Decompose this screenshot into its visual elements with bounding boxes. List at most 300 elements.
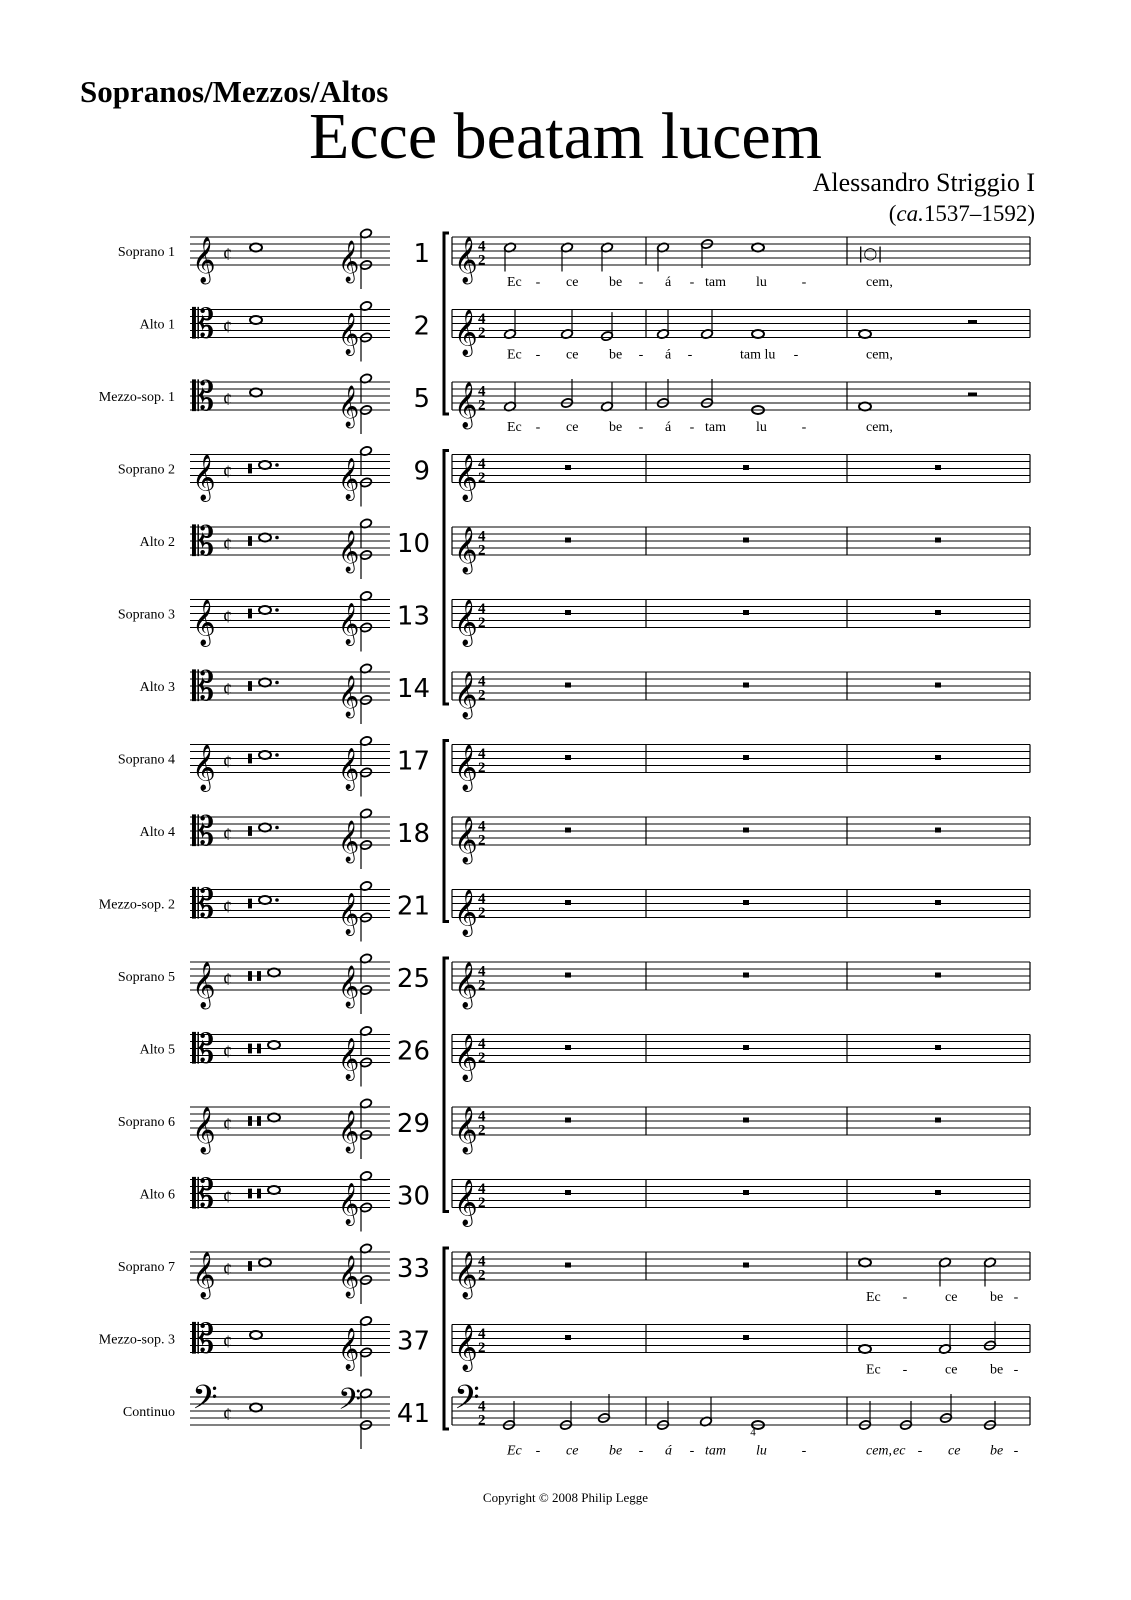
treble-clef-icon: 𝄞 — [338, 1038, 360, 1080]
system-bracket — [444, 233, 449, 414]
whole-note — [259, 534, 271, 542]
system-bracket — [444, 958, 449, 1212]
alto-clef-icon: 𝄡 — [192, 1316, 215, 1363]
whole-rest — [565, 465, 571, 470]
time-sig-top: 4 — [478, 673, 486, 690]
lyric-syllable: tam lu — [740, 347, 776, 363]
treble-clef-icon: 𝄞 — [338, 1183, 360, 1225]
time-sig-bottom: 2 — [478, 904, 486, 921]
whole-rest — [935, 1118, 941, 1123]
alto-clef-icon: 𝄡 — [192, 519, 215, 565]
time-sig-bottom: 2 — [478, 832, 486, 849]
part-row — [118, 1098, 1030, 1159]
common-time-icon: ¢ — [223, 1114, 232, 1135]
treble-clef-icon: 𝄞 — [192, 599, 216, 646]
part-name: Alto 5 — [139, 1042, 175, 1058]
lyric-syllable: - — [1013, 1362, 1019, 1378]
breve-rest — [257, 971, 261, 981]
part-name: Soprano 1 — [117, 245, 175, 260]
whole-rest — [743, 828, 749, 833]
common-time-icon: ¢ — [223, 534, 232, 555]
whole-rest — [935, 1045, 941, 1050]
part-name: Soprano 4 — [117, 752, 175, 768]
part-name: Mezzo-sop. 2 — [98, 897, 175, 913]
common-time-icon: ¢ — [223, 244, 232, 265]
whole-rest — [565, 828, 571, 833]
time-sig-bottom: 2 — [478, 1194, 486, 1211]
lyric-syllable: - — [689, 1443, 695, 1459]
treble-clef-icon: 𝄞 — [454, 962, 478, 1008]
lyric-syllable: be — [609, 1443, 623, 1459]
whole-rest — [565, 1118, 571, 1123]
treble-clef-icon: 𝄞 — [454, 1324, 478, 1371]
bass-clef-icon: 𝄢 — [454, 1379, 480, 1426]
part-name: Alto 2 — [139, 535, 175, 550]
whole-note — [859, 1259, 871, 1267]
lyric-syllable: á — [665, 275, 672, 290]
voice-number: 17 — [396, 746, 430, 777]
whole-rest — [743, 1263, 749, 1268]
whole-rest — [565, 1190, 571, 1195]
part-row — [118, 736, 1030, 797]
part-row — [118, 591, 1030, 652]
time-sig-top: 4 — [478, 455, 486, 472]
whole-note — [268, 1186, 280, 1194]
treble-clef-icon: 𝄞 — [454, 744, 478, 791]
whole-note — [259, 751, 271, 759]
common-time-icon: ¢ — [223, 679, 232, 700]
time-sig-top: 4 — [478, 1253, 486, 1270]
composer-dates: (ca.1537–1592) — [888, 201, 1035, 226]
alto-clef-icon: 𝄡 — [192, 374, 215, 420]
lyric-syllable: - — [535, 1443, 541, 1459]
whole-note — [268, 1114, 280, 1122]
breve-rest — [248, 681, 252, 691]
whole-rest — [935, 828, 941, 833]
figured-bass: 4 — [750, 1426, 756, 1439]
lyric-syllable: be — [609, 347, 623, 363]
whole-rest — [935, 900, 941, 905]
whole-note — [259, 824, 271, 832]
time-sig-top: 4 — [478, 383, 486, 400]
common-time-icon: ¢ — [223, 1331, 232, 1352]
lyric-syllable: - — [793, 347, 799, 363]
time-sig-top: 4 — [478, 1180, 486, 1197]
alto-clef-icon: 𝄡 — [192, 664, 215, 710]
lyric-syllable: - — [801, 1443, 807, 1459]
voice-number: 25 — [396, 964, 430, 995]
time-sig-bottom: 2 — [478, 252, 486, 269]
whole-rest — [935, 755, 941, 760]
whole-rest — [743, 610, 749, 615]
part-name: Alto 3 — [139, 680, 175, 695]
common-time-icon: ¢ — [223, 316, 232, 337]
lyric-syllable: Ec — [507, 1443, 522, 1459]
part-row — [118, 446, 1030, 507]
part-name: Soprano 5 — [117, 970, 175, 985]
whole-rest — [565, 1045, 571, 1050]
voice-number: 29 — [396, 1109, 430, 1140]
whole-rest — [743, 755, 749, 760]
voice-number: 21 — [396, 891, 430, 922]
dot — [275, 536, 279, 540]
lyric-syllable: - — [902, 1362, 908, 1378]
part-row — [140, 518, 1030, 579]
breve-rest — [248, 536, 252, 546]
lyric-syllable: ce — [948, 1443, 961, 1459]
common-time-icon: ¢ — [223, 969, 232, 990]
whole-note — [268, 1041, 280, 1049]
voice-number: 13 — [396, 601, 430, 632]
dot — [275, 463, 279, 467]
dot — [275, 826, 279, 830]
treble-clef-icon: 𝄞 — [338, 966, 360, 1007]
whole-note — [250, 389, 262, 397]
part-row — [118, 1243, 1030, 1305]
system-bracket — [444, 741, 449, 922]
time-sig-bottom: 2 — [478, 324, 486, 341]
lyric-syllable: - — [801, 275, 807, 290]
voice-number: 5 — [413, 384, 430, 415]
part-name: Soprano 6 — [117, 1115, 175, 1130]
lyric-syllable: - — [917, 1443, 923, 1459]
lyric-syllable: be — [990, 1362, 1004, 1378]
part-name: Soprano 3 — [117, 607, 175, 623]
treble-clef-icon: 𝄞 — [454, 237, 478, 283]
lyric-syllable: Ec — [507, 420, 522, 435]
treble-clef-icon: 𝄞 — [454, 1252, 478, 1298]
lyric-syllable: - — [902, 1290, 908, 1305]
time-sig-top: 4 — [478, 600, 486, 617]
treble-clef-icon: 𝄞 — [338, 531, 360, 572]
time-sig-bottom: 2 — [478, 1267, 486, 1284]
whole-rest — [565, 538, 571, 543]
lyric-syllable: lu — [756, 420, 767, 435]
part-row — [118, 228, 1030, 290]
treble-clef-icon: 𝄞 — [192, 744, 216, 791]
whole-rest — [935, 610, 941, 615]
part-row — [123, 1379, 1030, 1458]
lyric-syllable: be — [990, 1290, 1004, 1305]
lyric-syllable: Ec — [507, 347, 522, 363]
alto-clef-icon: 𝄡 — [192, 1026, 215, 1073]
treble-clef-icon: 𝄞 — [192, 237, 216, 283]
whole-rest — [565, 1263, 571, 1268]
voice-number: 2 — [413, 311, 430, 342]
treble-clef-icon: 𝄞 — [454, 382, 478, 428]
whole-rest — [935, 973, 941, 978]
treble-clef-icon: 𝄞 — [454, 1107, 478, 1153]
lyric-syllable: - — [535, 347, 541, 363]
whole-note — [259, 679, 271, 687]
lyric-syllable: be — [990, 1443, 1004, 1459]
treble-clef-icon: 𝄞 — [454, 599, 478, 646]
voice-number: 33 — [396, 1254, 430, 1285]
treble-clef-icon: 𝄞 — [338, 1111, 360, 1152]
part-name: Mezzo-sop. 3 — [98, 1332, 175, 1348]
lyric-syllable: - — [801, 420, 807, 435]
breve-rest — [257, 1116, 261, 1126]
breve-rest — [248, 1116, 252, 1126]
breve-rest — [248, 971, 252, 981]
part-name: Alto 6 — [139, 1187, 175, 1203]
treble-clef-icon: 𝄞 — [192, 1107, 216, 1153]
voice-number: 14 — [396, 674, 430, 705]
breve-rest — [248, 754, 252, 764]
voice-number: 9 — [413, 456, 430, 487]
time-sig-top: 4 — [478, 745, 486, 762]
lyric-syllable: be — [609, 275, 623, 290]
lyric-syllable: cem, — [866, 1443, 893, 1459]
lyric-syllable: Ec — [866, 1362, 881, 1378]
part-name: Soprano 7 — [117, 1260, 175, 1275]
dot — [275, 681, 279, 685]
whole-rest — [935, 1190, 941, 1195]
dot — [275, 608, 279, 612]
part-row — [140, 301, 1030, 363]
treble-clef-icon: 𝄞 — [454, 889, 478, 936]
time-sig-bottom: 2 — [478, 1122, 486, 1139]
half-rest — [968, 320, 977, 324]
lyric-syllable: be — [609, 420, 623, 435]
common-time-icon: ¢ — [223, 461, 232, 482]
whole-rest — [743, 1190, 749, 1195]
time-sig-bottom: 2 — [478, 759, 486, 776]
lyric-syllable: cem, — [866, 347, 893, 363]
whole-rest — [743, 465, 749, 470]
treble-clef-icon: 𝄞 — [338, 603, 360, 645]
time-sig-top: 4 — [478, 1108, 486, 1125]
lyric-syllable: á — [665, 1443, 672, 1459]
time-sig-top: 4 — [478, 528, 486, 545]
whole-note — [859, 403, 871, 411]
treble-clef-icon: 𝄞 — [454, 1034, 478, 1081]
time-sig-bottom: 2 — [478, 542, 486, 559]
common-time-icon: ¢ — [223, 389, 232, 410]
whole-note — [250, 1331, 262, 1339]
part-name: Soprano 2 — [117, 462, 175, 478]
part-name: Alto 4 — [139, 825, 175, 840]
common-time-icon: ¢ — [223, 1186, 232, 1207]
part-row — [140, 663, 1030, 724]
whole-note — [259, 1259, 271, 1267]
dot — [275, 898, 279, 902]
lyric-syllable: ce — [566, 420, 579, 435]
voice-number: 10 — [396, 529, 430, 560]
alto-clef-icon: 𝄡 — [192, 301, 215, 348]
time-sig-bottom: 2 — [478, 469, 486, 486]
part-row — [140, 1171, 1030, 1232]
breve-rest — [257, 1189, 261, 1199]
breve-rest — [248, 826, 252, 836]
whole-note — [859, 330, 871, 338]
whole-rest — [743, 973, 749, 978]
whole-rest — [565, 610, 571, 615]
lyric-syllable: - — [638, 420, 644, 435]
whole-rest — [565, 973, 571, 978]
breve-rest — [248, 899, 252, 909]
voice-number: 18 — [396, 819, 430, 850]
time-sig-top: 4 — [478, 1035, 486, 1052]
treble-clef-icon: 𝄞 — [338, 1328, 360, 1370]
lyric-syllable: tam — [705, 420, 726, 435]
composer: Alessandro Striggio I — [812, 168, 1035, 197]
treble-clef-icon: 𝄞 — [192, 1252, 216, 1298]
whole-note — [859, 1345, 871, 1353]
whole-note — [250, 316, 262, 324]
lyric-syllable: - — [687, 347, 693, 363]
lyric-syllable: cem, — [866, 275, 893, 290]
breve-rest — [257, 1044, 261, 1054]
treble-clef-icon: 𝄞 — [454, 672, 478, 718]
part-row — [99, 881, 1030, 942]
treble-clef-icon: 𝄞 — [338, 893, 360, 935]
time-sig-top: 4 — [478, 1398, 486, 1415]
lyric-syllable: ce — [945, 1290, 958, 1305]
lyric-syllable: - — [638, 347, 644, 363]
whole-note — [259, 461, 271, 469]
whole-rest — [935, 683, 941, 688]
lyric-syllable: - — [535, 420, 541, 435]
treble-clef-icon: 𝄞 — [454, 527, 478, 573]
common-time-icon: ¢ — [223, 606, 232, 627]
alto-clef-icon: 𝄡 — [192, 1171, 215, 1218]
treble-clef-icon: 𝄞 — [192, 962, 216, 1008]
breve-rest — [248, 464, 252, 474]
system-bracket — [444, 451, 449, 705]
whole-note — [268, 969, 280, 977]
voice-number: 26 — [396, 1036, 430, 1067]
part-row — [99, 1316, 1030, 1378]
treble-clef-icon: 𝄞 — [338, 241, 360, 282]
lyric-syllable: ce — [945, 1362, 958, 1378]
common-time-icon: ¢ — [223, 1259, 232, 1280]
whole-note — [259, 896, 271, 904]
time-sig-bottom: 2 — [478, 614, 486, 631]
part-row — [140, 1026, 1030, 1087]
section-title: Sopranos/Mezzos/Altos — [80, 74, 389, 109]
whole-rest — [743, 1335, 749, 1340]
lyric-syllable: lu — [756, 275, 767, 290]
whole-note — [752, 330, 764, 338]
lyric-syllable: ce — [566, 1443, 579, 1459]
lyric-syllable: - — [1013, 1443, 1019, 1459]
common-time-icon: ¢ — [223, 751, 232, 772]
common-time-icon: ¢ — [223, 824, 232, 845]
bass-clef-icon: 𝄢 — [192, 1379, 218, 1426]
whole-rest — [565, 900, 571, 905]
whole-note — [250, 244, 262, 252]
lyric-syllable: á — [665, 347, 672, 363]
lyric-syllable: cem, — [866, 420, 893, 435]
whole-rest — [565, 1335, 571, 1340]
voice-number: 1 — [413, 239, 430, 270]
lyric-syllable: - — [1013, 1290, 1019, 1305]
voice-number: 41 — [396, 1399, 430, 1430]
time-sig-bottom: 2 — [478, 1412, 486, 1429]
lyric-syllable: á — [665, 420, 672, 435]
common-time-icon: ¢ — [223, 896, 232, 917]
time-sig-top: 4 — [478, 890, 486, 907]
common-time-icon: ¢ — [223, 1041, 232, 1062]
treble-clef-icon: 𝄞 — [338, 458, 360, 500]
treble-clef-icon: 𝄞 — [338, 821, 360, 862]
lyric-syllable: - — [535, 275, 541, 290]
breve-rest — [248, 1044, 252, 1054]
breve-rest — [248, 609, 252, 619]
part-row — [99, 373, 1030, 435]
page-title: Ecce beatam lucem — [308, 100, 822, 173]
lyric-syllable: ce — [566, 275, 579, 290]
whole-note — [250, 1404, 262, 1412]
part-name: Mezzo-sop. 1 — [98, 390, 175, 405]
lyric-syllable: tam — [705, 1443, 726, 1459]
time-sig-bottom: 2 — [478, 1339, 486, 1356]
time-sig-top: 4 — [478, 1325, 486, 1342]
system-bracket — [444, 1248, 449, 1429]
breve-note: |○| — [858, 243, 883, 263]
time-sig-top: 4 — [478, 818, 486, 835]
treble-clef-icon: 𝄞 — [454, 309, 478, 356]
lyric-syllable: - — [689, 275, 695, 290]
time-sig-bottom: 2 — [478, 687, 486, 704]
whole-rest — [743, 538, 749, 543]
treble-clef-icon: 𝄞 — [454, 817, 478, 863]
bass-clef-icon: 𝄢 — [338, 1383, 362, 1425]
common-time-icon: ¢ — [223, 1404, 232, 1425]
treble-clef-icon: 𝄞 — [338, 313, 360, 355]
voice-number: 30 — [396, 1181, 430, 1212]
whole-rest — [743, 1045, 749, 1050]
copyright: Copyright © 2008 Philip Legge — [482, 1490, 649, 1505]
treble-clef-icon: 𝄞 — [338, 386, 360, 427]
time-sig-top: 4 — [478, 310, 486, 327]
lyric-syllable: - — [638, 1443, 644, 1459]
part-row — [118, 953, 1030, 1014]
whole-rest — [935, 465, 941, 470]
whole-rest — [935, 538, 941, 543]
treble-clef-icon: 𝄞 — [454, 454, 478, 501]
whole-note — [752, 244, 764, 252]
time-sig-bottom: 2 — [478, 1049, 486, 1066]
treble-clef-icon: 𝄞 — [338, 1256, 360, 1297]
treble-clef-icon: 𝄞 — [454, 1179, 478, 1226]
part-name: Alto 1 — [139, 317, 175, 333]
lyric-syllable: tam — [705, 275, 726, 290]
time-sig-bottom: 2 — [478, 397, 486, 414]
lyric-syllable: Ec — [507, 275, 522, 290]
alto-clef-icon: 𝄡 — [192, 881, 215, 928]
time-sig-bottom: 2 — [478, 977, 486, 994]
half-rest — [968, 393, 977, 397]
treble-clef-icon: 𝄞 — [338, 748, 360, 790]
breve-rest — [248, 1189, 252, 1199]
whole-rest — [743, 1118, 749, 1123]
part-name: Continuo — [122, 1405, 175, 1420]
treble-clef-icon: 𝄞 — [338, 676, 360, 717]
whole-rest — [565, 683, 571, 688]
whole-rest — [743, 900, 749, 905]
alto-clef-icon: 𝄡 — [192, 809, 215, 855]
lyric-syllable: lu — [756, 1443, 767, 1459]
whole-note — [259, 606, 271, 614]
whole-rest — [565, 755, 571, 760]
lyric-syllable: - — [689, 420, 695, 435]
lyric-syllable: - — [638, 275, 644, 290]
lyric-syllable: ce — [566, 347, 579, 363]
voice-number: 37 — [396, 1326, 430, 1357]
whole-rest — [743, 683, 749, 688]
